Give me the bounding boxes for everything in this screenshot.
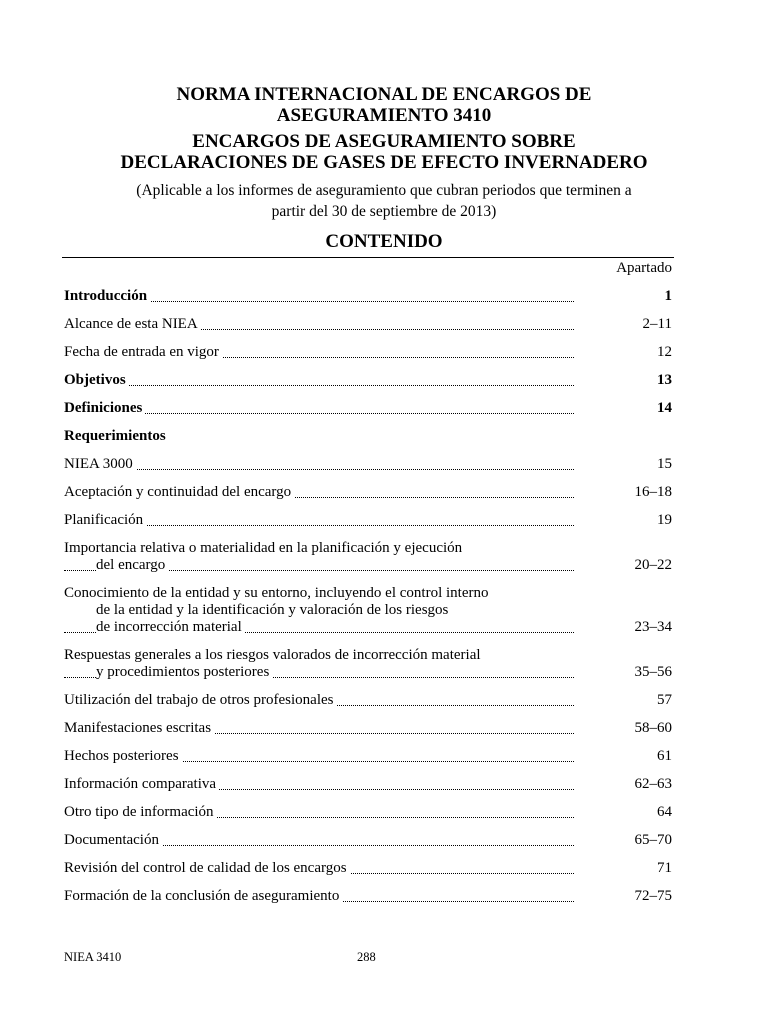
dot-leader <box>64 469 574 470</box>
footer-page-number: 288 <box>357 950 376 964</box>
contents-heading: CONTENIDO <box>325 231 443 252</box>
toc-entry-line <box>64 860 672 877</box>
standard-title-line-2: ASEGURAMIENTO 3410 <box>276 105 492 126</box>
toc-entry-line <box>64 585 672 602</box>
toc-entry-title: Planificación <box>64 512 146 528</box>
toc-entry-line <box>64 512 672 529</box>
toc-entry-line <box>64 316 672 333</box>
toc-entry-line <box>64 647 672 664</box>
toc-entries <box>64 288 672 905</box>
toc-entry-title: Formación de la conclusión de aseguramiento <box>64 888 342 904</box>
toc-entry-line <box>64 804 672 821</box>
toc-entry-title: NIEA 3000 <box>64 456 136 472</box>
toc-entry-line <box>64 288 672 305</box>
toc-entry-title: de la entidad y la identificación y valoración de los riesgos <box>96 602 451 618</box>
toc-entry-line <box>64 540 672 557</box>
toc-entry <box>64 888 672 905</box>
toc-entry-line <box>64 428 672 445</box>
toc-entry-paragraphs: 71 <box>657 860 672 876</box>
toc-entry-paragraphs: 12 <box>657 344 672 360</box>
toc-entry-title: Fecha de entrada en vigor <box>64 344 222 360</box>
toc-entry <box>64 288 672 305</box>
toc-entry <box>64 372 672 389</box>
toc-entry-title: Alcance de esta NIEA <box>64 316 201 332</box>
toc-entry-paragraphs: 72–75 <box>634 888 672 904</box>
toc-entry-paragraphs: 23–34 <box>634 619 672 635</box>
toc-entry-line <box>64 456 672 473</box>
toc-entry-line <box>64 776 672 793</box>
toc-entry-line <box>64 692 672 709</box>
toc-entry-title: Objetivos <box>64 372 129 388</box>
toc-entry <box>64 316 672 333</box>
standard-subject-line-1: ENCARGOS DE ASEGURAMIENTO SOBRE <box>192 131 576 152</box>
toc-entry-paragraphs: 20–22 <box>634 557 672 573</box>
applicability-note <box>70 180 698 222</box>
toc-entry-line <box>64 664 672 681</box>
toc-entry-paragraphs: 1 <box>664 288 672 304</box>
toc-entry-paragraphs: 35–56 <box>634 664 672 680</box>
toc-entry-line <box>64 888 672 905</box>
toc-entry-title: y procedimientos posteriores <box>96 664 272 680</box>
toc-entry-paragraphs: 65–70 <box>634 832 672 848</box>
toc-entry-title: Introducción <box>64 288 150 304</box>
toc-entry-title: Documentación <box>64 832 162 848</box>
toc-entry-title: Respuestas generales a los riesgos valorados de incorrección material <box>64 647 484 663</box>
applicability-note-line-1: (Aplicable a los informes de aseguramiento que cubran periodos que terminen a <box>136 182 632 199</box>
toc-entry-line <box>64 400 672 417</box>
toc-entry <box>64 540 672 574</box>
toc-entry-paragraphs: 16–18 <box>634 484 672 500</box>
toc-entry-paragraphs: 15 <box>657 456 672 472</box>
toc-entry-title: Aceptación y continuidad del encargo <box>64 484 294 500</box>
dot-leader <box>64 385 574 386</box>
toc-entry-line <box>64 602 672 619</box>
toc-entry-paragraphs: 64 <box>657 804 672 820</box>
toc-entry-title: Utilización del trabajo de otros profesionales <box>64 692 337 708</box>
toc-entry <box>64 776 672 793</box>
toc-entry <box>64 512 672 529</box>
standard-title <box>0 84 768 126</box>
toc-entry <box>64 344 672 361</box>
toc-entry-line <box>64 720 672 737</box>
toc-entry-paragraphs: 13 <box>657 372 672 388</box>
toc-entry-paragraphs: 61 <box>657 748 672 764</box>
toc-entry-title: Conocimiento de la entidad y su entorno, incluyendo el control interno <box>64 585 491 601</box>
toc-entry-title: Definiciones <box>64 400 145 416</box>
toc-entry-paragraphs: 62–63 <box>634 776 672 792</box>
toc-entry <box>64 585 672 636</box>
toc-entry-line <box>64 372 672 389</box>
toc-entry <box>64 692 672 709</box>
footer-standard-ref: NIEA 3410 <box>64 950 122 964</box>
toc-entry <box>64 804 672 821</box>
heading-rule <box>62 257 674 258</box>
toc-entry <box>64 748 672 765</box>
toc-entry-paragraphs: 19 <box>657 512 672 528</box>
applicability-note-line-2: partir del 30 de septiembre de 2013) <box>271 203 497 220</box>
toc-entry-title: Otro tipo de información <box>64 804 217 820</box>
toc-entry-title: Información comparativa <box>64 776 219 792</box>
toc-entry-paragraphs: 58–60 <box>634 720 672 736</box>
table-of-contents <box>64 259 672 905</box>
toc-entry-line <box>64 832 672 849</box>
toc-entry-title: Manifestaciones escritas <box>64 720 214 736</box>
toc-entry <box>64 456 672 473</box>
toc-entry <box>64 832 672 849</box>
toc-entry-line <box>64 344 672 361</box>
toc-entry-title: del encargo <box>96 557 168 573</box>
toc-entry <box>64 860 672 877</box>
toc-entry-line <box>64 748 672 765</box>
standard-title-line-1: NORMA INTERNACIONAL DE ENCARGOS DE <box>176 84 592 105</box>
toc-entry-line <box>64 557 672 574</box>
toc-entry-line <box>64 619 672 636</box>
toc-entry-title: Hechos posteriores <box>64 748 182 764</box>
toc-entry-paragraphs: 14 <box>657 400 672 416</box>
paragraph-column-header: Apartado <box>616 260 672 276</box>
toc-entry <box>64 400 672 417</box>
toc-entry-paragraphs: 2–11 <box>642 316 672 332</box>
toc-entry-title: Revisión del control de calidad de los encargos <box>64 860 350 876</box>
toc-entry <box>64 720 672 737</box>
standard-subject-line-2: DECLARACIONES DE GASES DE EFECTO INVERNADERO <box>120 152 648 173</box>
toc-entry <box>64 647 672 681</box>
standard-subject <box>0 131 768 173</box>
toc-entry-title: Requerimientos <box>64 428 169 444</box>
toc-entry-line <box>64 484 672 501</box>
toc-entry-paragraphs: 57 <box>657 692 672 708</box>
toc-entry <box>64 484 672 501</box>
toc-entry <box>64 428 672 445</box>
toc-entry-title: Importancia relativa o materialidad en la planificación y ejecución <box>64 540 465 556</box>
toc-entry-title: de incorrección material <box>96 619 245 635</box>
